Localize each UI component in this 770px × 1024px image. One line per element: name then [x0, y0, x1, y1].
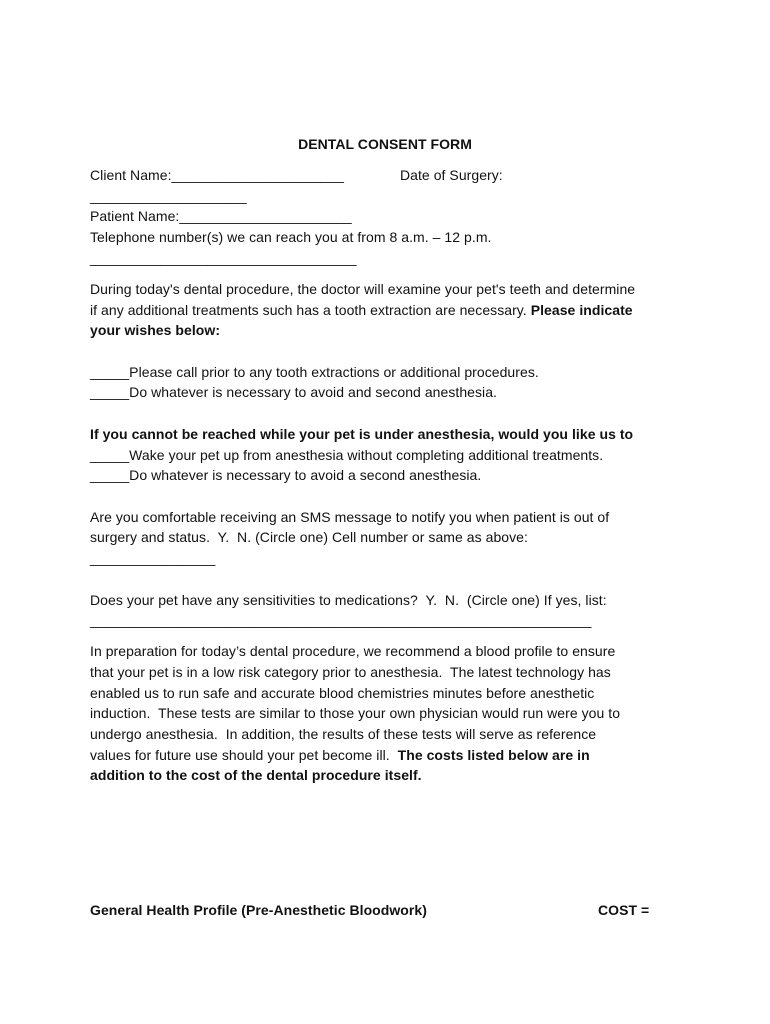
telephone-label: Telephone number(s) we can reach you at from 8 a.m. – 12 p.m. — [90, 229, 492, 245]
sms-question-line: Are you comfortable receiving an SMS message to notify you when patient is out of — [90, 509, 610, 525]
unreachable-option-avoid-second-anesthesia[interactable]: _____Do whatever is necessary to avoid a second anesthesia. — [90, 467, 482, 483]
procedure-paragraph-line: During today's dental procedure, the doctor will examine your pet's teeth and determine — [90, 281, 636, 297]
bloodwork-paragraph-line: In preparation for today’s dental procedure, we recommend a blood profile to ensure — [90, 643, 616, 659]
sensitivities-question: Does your pet have any sensitivities to medications? Y. N. (Circle one) If yes, list: — [90, 592, 607, 608]
unreachable-heading: If you cannot be reached while your pet is under anesthesia, would you like us to — [90, 426, 634, 442]
sensitivities-field[interactable]: ________________________________________________________________ — [90, 612, 592, 628]
form-title: DENTAL CONSENT FORM — [298, 136, 472, 152]
date-of-surgery-label: Date of Surgery: — [400, 167, 503, 183]
wish-option-call-prior[interactable]: _____Please call prior to any tooth extractions or additional procedures. — [90, 364, 539, 380]
sms-question-line: surgery and status. Y. N. (Circle one) Cell number or same as above: — [90, 529, 528, 545]
procedure-text: if any additional treatments such has a tooth extraction are necessary. — [90, 302, 531, 318]
cell-number-field[interactable]: ________________ — [90, 550, 216, 566]
bloodwork-paragraph-line: undergo anesthesia. In addition, the results of these tests will serve as reference — [90, 726, 597, 742]
bloodwork-paragraph-line — [90, 745, 590, 766]
bloodwork-paragraph-line: enabled us to run safe and accurate blood chemistries minutes before anesthetic — [90, 685, 595, 701]
bloodwork-text: values for future use should your pet become ill. — [90, 747, 398, 763]
telephone-field[interactable]: __________________________________ — [90, 250, 357, 266]
wish-option-avoid-second-anesthesia[interactable]: _____Do whatever is necessary to avoid and second anesthesia. — [90, 384, 497, 400]
indicate-wishes-text: Please indicate — [530, 302, 633, 318]
procedure-paragraph-line — [90, 300, 633, 321]
costs-note-text: addition to the cost of the dental procedure itself. — [90, 767, 422, 783]
patient-name-field[interactable]: Patient Name:______________________ — [90, 208, 352, 224]
unreachable-option-wake-pet[interactable]: _____Wake your pet up from anesthesia without completing additional treatments. — [90, 447, 604, 463]
indicate-wishes-text: your wishes below: — [90, 322, 221, 338]
cost-label: COST = — [598, 902, 650, 918]
bloodwork-paragraph-line: induction. These tests are similar to those your own physician would run were you to — [90, 705, 621, 721]
bloodwork-paragraph-line: that your pet is in a low risk category prior to anesthesia. The latest technology has — [90, 664, 611, 680]
client-name-field[interactable]: Client Name:______________________ — [90, 167, 344, 183]
date-of-surgery-field[interactable]: ____________________ — [90, 188, 247, 204]
general-health-profile-label: General Health Profile (Pre-Anesthetic Bloodwork) — [90, 902, 427, 918]
costs-note-text: The costs listed below are in — [397, 747, 590, 763]
